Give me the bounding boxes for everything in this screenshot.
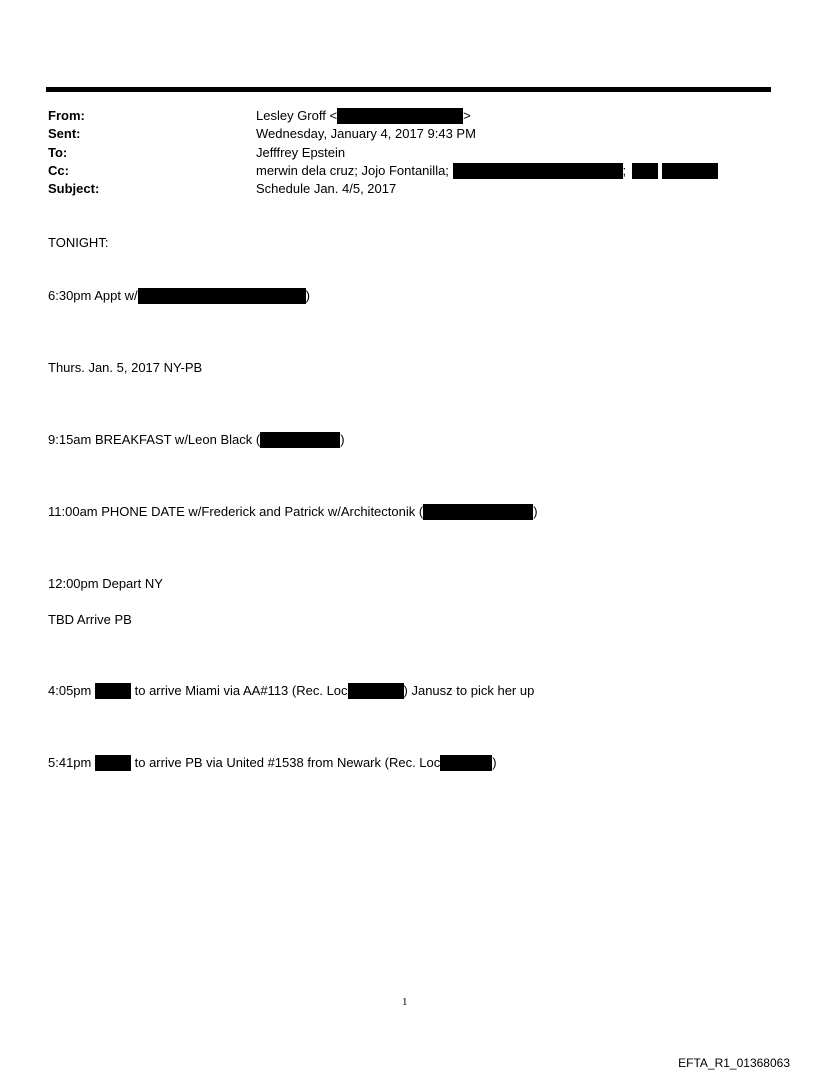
from-label: From: — [48, 108, 85, 123]
redaction-box — [423, 504, 533, 520]
arrive-line: TBD Arrive PB — [48, 612, 132, 627]
cc-value — [256, 163, 718, 179]
miami-line — [48, 683, 534, 699]
miami-text: to arrive Miami via AA#113 (Rec. Loc — [134, 683, 348, 698]
appt-text: 6:30pm Appt w/ — [48, 288, 138, 303]
header-rule — [46, 87, 771, 92]
redaction-box — [662, 163, 718, 179]
phone-close: ) — [533, 504, 538, 519]
redaction-box — [138, 288, 306, 304]
redaction-box — [440, 755, 492, 771]
breakfast-close: ) — [340, 432, 345, 447]
to-value: Jefffrey Epstein — [256, 145, 346, 160]
pb-text: to arrive PB via United #1538 from Newark (Rec. Loc — [134, 755, 441, 770]
subject-label: Subject: — [48, 181, 100, 196]
cc-label: Cc: — [48, 163, 69, 178]
miami-end: ) Janusz to pick her up — [403, 683, 535, 698]
to-label: To: — [48, 145, 68, 160]
redaction-box — [348, 683, 404, 699]
phone-text: 11:00am PHONE DATE w/Frederick and Patrick w/Architectonik ( — [48, 504, 424, 519]
document-id: EFTA_R1_01368063 — [678, 1056, 790, 1070]
appt-close: ) — [305, 288, 310, 303]
from-value — [256, 108, 471, 124]
redaction-box — [95, 683, 131, 699]
redaction-box — [260, 432, 340, 448]
from-name: Lesley Groff < — [256, 108, 338, 123]
phone-line — [48, 504, 538, 520]
miami-time: 4:05pm — [48, 683, 92, 698]
breakfast-line — [48, 432, 345, 448]
redaction-box — [95, 755, 131, 771]
depart-line: 12:00pm Depart NY — [48, 576, 163, 591]
redaction-box — [337, 108, 463, 124]
tonight-heading: TONIGHT: — [48, 235, 109, 250]
cc-names: merwin dela cruz; Jojo Fontanilla; — [256, 163, 449, 178]
page-number: 1 — [402, 996, 408, 1008]
sent-value: Wednesday, January 4, 2017 9:43 PM — [256, 126, 476, 141]
pb-time: 5:41pm — [48, 755, 92, 770]
subject-value: Schedule Jan. 4/5, 2017 — [256, 181, 397, 196]
redaction-box — [453, 163, 623, 179]
redaction-box — [632, 163, 658, 179]
pb-end: ) — [492, 755, 497, 770]
thurs-heading: Thurs. Jan. 5, 2017 NY-PB — [48, 360, 203, 375]
pb-line — [48, 755, 497, 771]
appt-line — [48, 288, 310, 304]
cc-separator: ; — [622, 163, 627, 178]
sent-label: Sent: — [48, 126, 81, 141]
from-close: > — [463, 108, 471, 123]
breakfast-text: 9:15am BREAKFAST w/Leon Black ( — [48, 432, 261, 447]
